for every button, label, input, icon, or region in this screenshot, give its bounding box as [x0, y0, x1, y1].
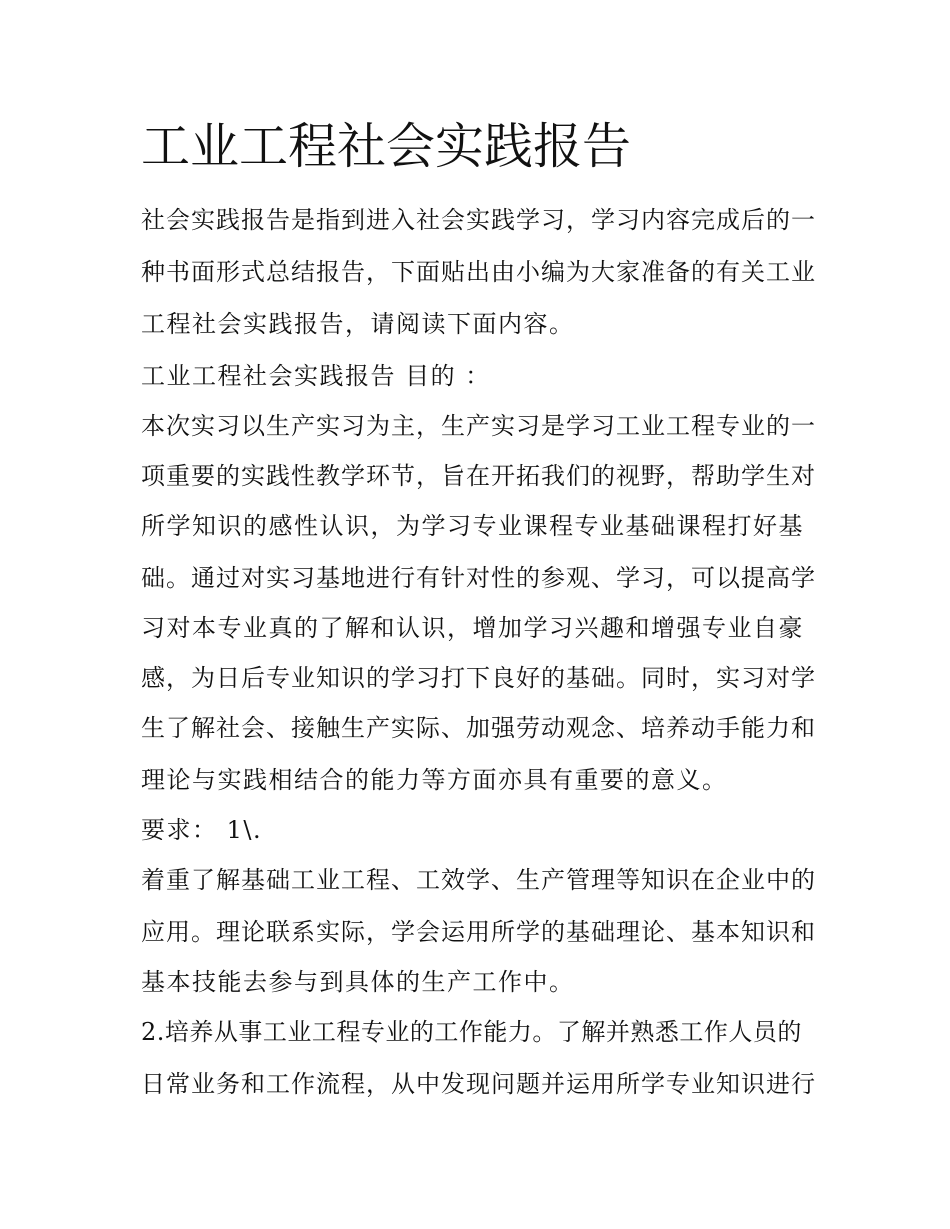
paragraph-line: 项重要的实践性教学环节，旨在开拓我们的视野，帮助学生对 [141, 462, 816, 490]
paragraph-line: 日常业务和工作流程，从中发现问题并运用所学专业知识进行 [141, 1070, 816, 1098]
paragraph-line: 所学知识的感性认识，为学习专业课程专业基础课程打好基 [141, 512, 804, 540]
paragraph-line: 社会实践报告是指到进入社会实践学习，学习内容完成后的一 [141, 206, 816, 234]
paragraph-line: 习对本专业真的了解和认识，增加学习兴趣和增强专业自豪 [141, 614, 804, 642]
section-heading: 工业工程社会实践报告 目的 ： [141, 362, 491, 390]
paragraph-line: 着重了解基础工业工程、工效学、生产管理等知识在企业中的 [141, 866, 816, 894]
document-title: 工业工程社会实践报告 [141, 118, 632, 175]
paragraph-line: 础。通过对实习基地进行有针对性的参观、学习，可以提高学 [141, 564, 816, 592]
section-heading: 要求： 1\. [141, 816, 263, 844]
paragraph-line: 本次实习以生产实习为主，生产实习是学习工业工程专业的一 [141, 412, 816, 440]
paragraph-line: 感，为日后专业知识的学习打下良好的基础。同时，实习对学 [141, 664, 816, 692]
paragraph-line: 种书面形式总结报告，下面贴出由小编为大家准备的有关工业 [141, 258, 816, 286]
paragraph-line: 理论与实践相结合的能力等方面亦具有重要的意义。 [141, 766, 728, 794]
paragraph-line: 基本技能去参与到具体的生产工作中。 [141, 968, 575, 996]
paragraph-line: 应用。理论联系实际，学会运用所学的基础理论、基本知识和 [141, 918, 816, 946]
paragraph-line: 工程社会实践报告，请阅读下面内容。 [141, 310, 575, 338]
paragraph-line: 2.培养从事工业工程专业的工作能力。了解并熟悉工作人员的 [141, 1018, 802, 1046]
paragraph-line: 生了解社会、接触生产实际、加强劳动观念、培养动手能力和 [141, 714, 816, 742]
